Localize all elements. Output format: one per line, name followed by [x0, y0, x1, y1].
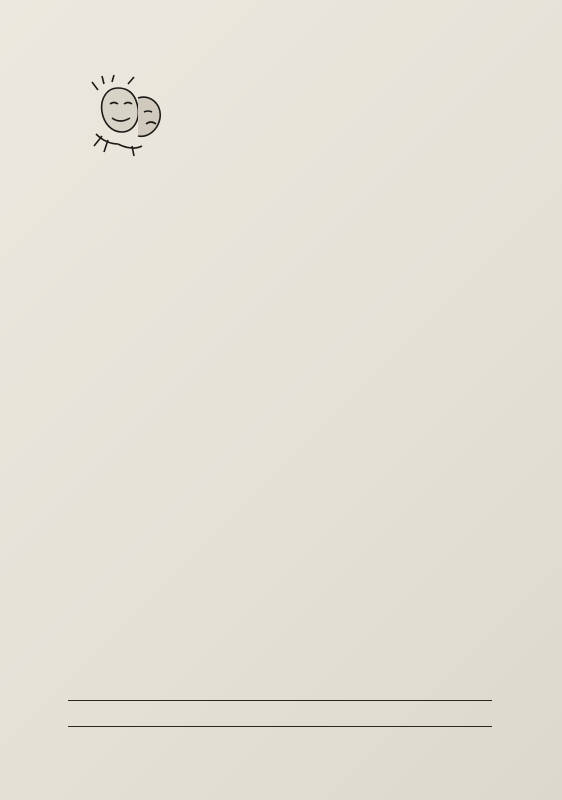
divider-top	[68, 700, 492, 701]
border-top	[28, 26, 534, 46]
story-text	[70, 575, 480, 577]
border-right	[514, 48, 534, 752]
border-left	[28, 48, 48, 752]
theatre-masks-illustration	[88, 74, 172, 158]
border-bottom	[28, 756, 534, 776]
divider-bottom	[68, 726, 492, 727]
